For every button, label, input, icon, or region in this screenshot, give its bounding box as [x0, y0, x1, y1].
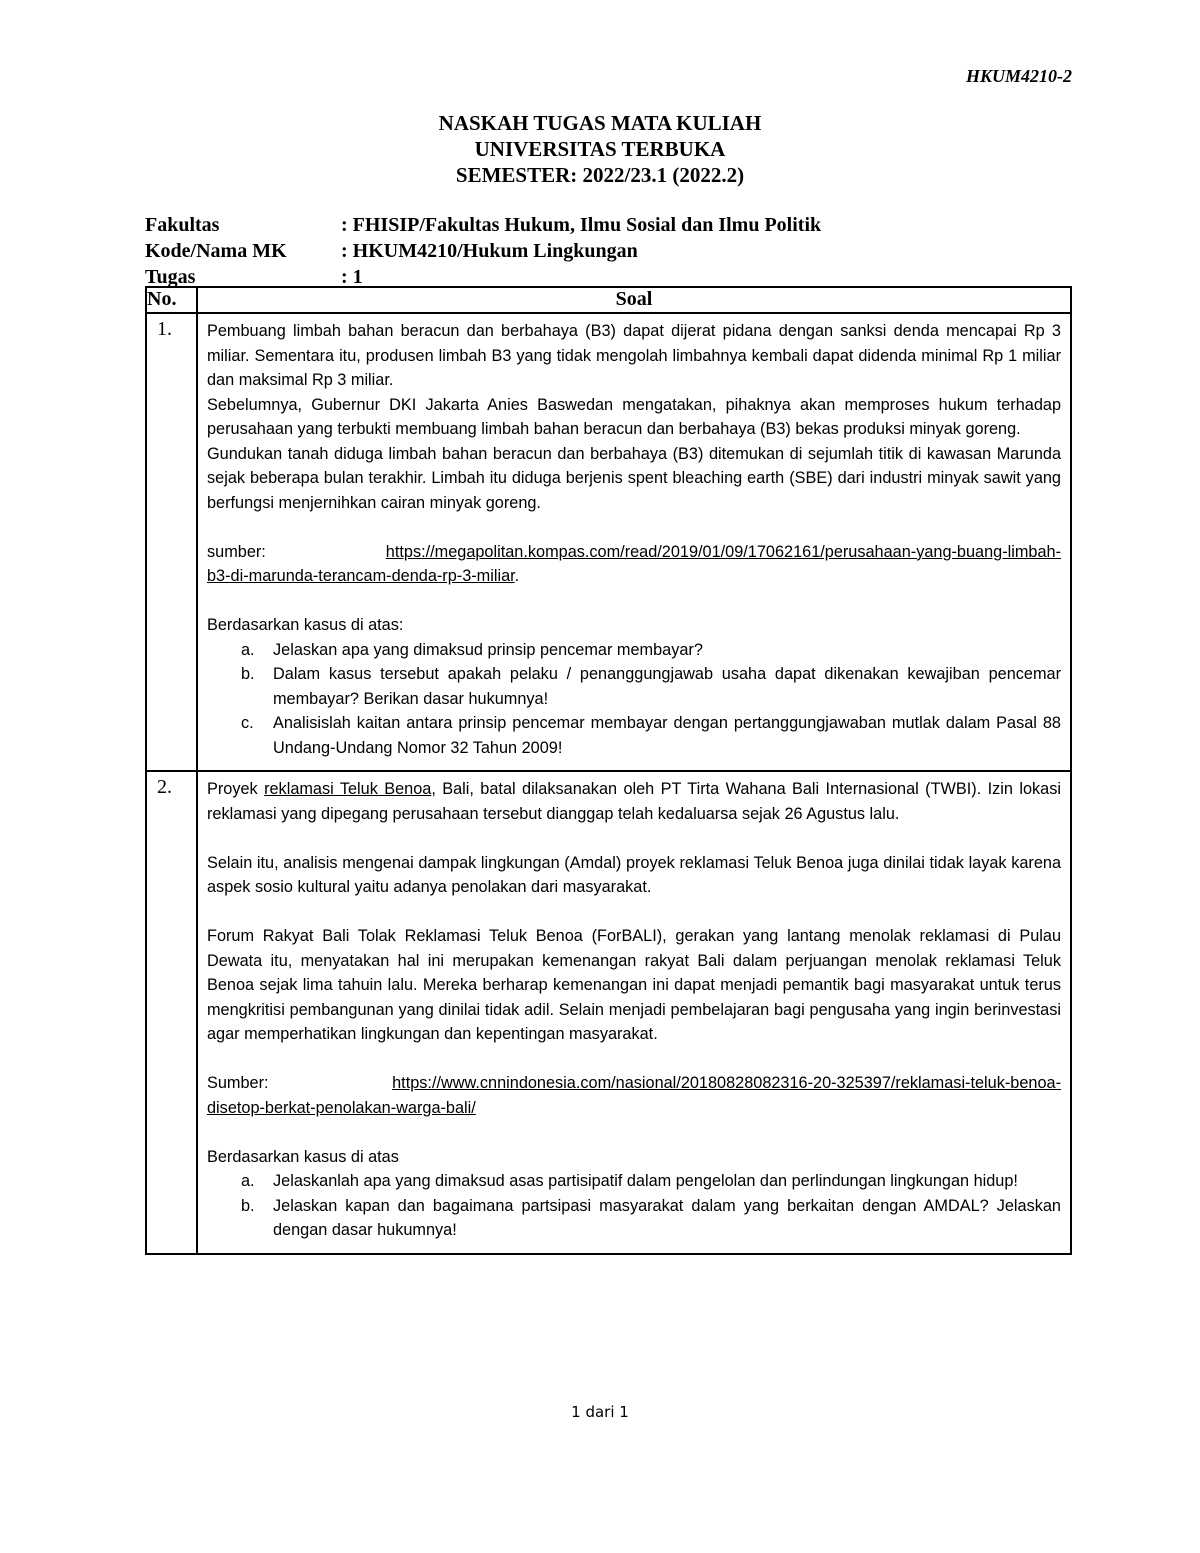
paragraph: Forum Rakyat Bali Tolak Reklamasi Teluk Benoa (ForBALI), gerakan yang lantang menolak reklamasi di Pulau Dewata itu, menyatakan hal ini merupakan kemenangan rakyat Bali dalam perjuangan menolak reklamasi Teluk Benoa sejak lima tahuin lalu. Mereka berharap kemenangan ini dapat menjadi pemantik bagi masyarakat untuk terus mengkritisi pembangunan yang dinilai tidak adil. Selain menjadi pembelajaran bagi pengusaha yang ingin berinvestasi agar memperhatikan lingkungan dan kepentingan masyarakat. — [207, 927, 1061, 1043]
title-line-3: SEMESTER: 2022/23.1 (2022.2) — [455, 163, 745, 187]
info-value: : 1 — [341, 266, 363, 288]
paragraph-text: Proyek — [207, 780, 265, 798]
sub-question-list — [207, 1169, 1061, 1243]
source-link[interactable]: https://www.cnnindonesia.com/nasional/20180828082316-20-325397/reklamasi-teluk-benoa- — [392, 1074, 1061, 1092]
list-text: Jelaskan kapan dan bagaimana partsipasi masyarakat dalam yang berkaitan dengan AMDAL? Jelaskan dengan dasar hukumnya! — [273, 1196, 1061, 1239]
paragraph: Gundukan tanah diduga limbah bahan beracun dan berbahaya (B3) ditemukan di sejumlah titik di kawasan Marunda sejak beberapa bulan terakhir. Limbah itu diduga berjenis spent bleaching earth (SBE) dari industri minyak sawit yang berfungsi menjernihkan cairan minyak goreng. — [207, 444, 1061, 512]
source-link[interactable]: https://megapolitan.kompas.com/read/2019/01/09/17062161/perusahaan-yang-buang-limbah- — [385, 542, 1061, 561]
column-header-soal: Soal — [197, 287, 1071, 313]
document-code: HKUM4210-2 — [965, 66, 1072, 86]
column-header-no: No. — [146, 287, 197, 313]
sub-question-list — [207, 638, 1061, 761]
title-line-1: NASKAH TUGAS MATA KULIAH — [438, 111, 762, 135]
question-table — [145, 286, 1072, 1255]
list-text: Analisislah kaitan antara prinsip pencemar membayar dengan pertanggungjawaban mutlak dalam Pasal 88 Undang-Undang Nomor 32 Tahun 2009! — [273, 714, 1061, 757]
question-intro: Berdasarkan kasus di atas: — [207, 616, 404, 634]
info-label: Tugas — [145, 266, 196, 288]
list-marker: c. — [241, 714, 254, 732]
list-marker: a. — [241, 1172, 255, 1190]
table-header-row — [146, 287, 1071, 313]
list-text: Jelaskanlah apa yang dimaksud asas partisipatif dalam pengelolan dan perlindungan lingkungan hidup! — [273, 1172, 1018, 1190]
paragraph: Sebelumnya, Gubernur DKI Jakarta Anies Baswedan mengatakan, pihaknya akan memproses hukum terhadap perusahaan yang terbukti membuang limbah bahan beracun dan berbahaya (B3) bekas produksi minyak goreng. — [207, 395, 1061, 438]
info-row-course — [145, 238, 1075, 264]
question-body — [197, 313, 1071, 771]
question-row-1 — [146, 313, 1071, 771]
list-item — [207, 711, 1061, 760]
list-item — [207, 1169, 1061, 1194]
question-body — [197, 771, 1071, 1254]
source-citation — [207, 540, 1061, 589]
source-label: sumber: — [207, 542, 266, 561]
list-marker: a. — [241, 640, 255, 659]
paragraph: Pembuang limbah bahan beracun dan berbahaya (B3) dapat dijerat pidana dengan sanksi denda mencapai Rp 3 miliar. Sementara itu, produsen limbah B3 yang tidak mengolah limbahnya kembali dapat didenda minimal Rp 1 miliar dan maksimal Rp 3 miliar. — [207, 322, 1061, 389]
inline-link[interactable]: reklamasi Teluk Benoa — [264, 780, 432, 798]
page-number: 1 dari 1 — [571, 1403, 629, 1421]
paragraph — [207, 777, 1061, 826]
info-value: : FHISIP/Fakultas Hukum, Ilmu Sosial dan Ilmu Politik — [341, 214, 822, 236]
question-row-2 — [146, 771, 1071, 1254]
source-citation — [207, 1071, 1061, 1120]
list-item — [207, 1194, 1061, 1243]
list-marker: b. — [241, 1196, 255, 1215]
question-number: 1. — [146, 313, 197, 771]
list-item — [207, 638, 1061, 663]
source-link-continued[interactable]: b3-di-marunda-terancam-denda-rp-3-miliar — [207, 567, 515, 585]
info-label: Kode/Nama MK — [145, 240, 287, 262]
paragraph-text: , Bali, batal dilaksanakan oleh PT Tirta Wahana Bali Internasional (TWBI). Izin lokasi reklamasi yang dipegang perusahaan tersebut dianggap telah kedaluarsa sejak 26 Agustus lalu. — [207, 780, 1061, 823]
question-intro: Berdasarkan kasus di atas — [207, 1147, 399, 1166]
source-label: Sumber: — [207, 1074, 269, 1092]
list-text: Dalam kasus tersebut apakah pelaku / penanggungjawab usaha dapat dikenakan kewajiban pencemar membayar? Berikan dasar hukumnya! — [273, 665, 1061, 708]
course-info — [145, 212, 1075, 290]
info-label: Fakultas — [145, 214, 220, 236]
question-number: 2. — [146, 771, 197, 1254]
list-item — [207, 662, 1061, 711]
info-value: : HKUM4210/Hukum Lingkungan — [341, 240, 638, 262]
source-end: . — [514, 567, 520, 585]
source-link-continued[interactable]: disetop-berkat-penolakan-warga-bali/ — [207, 1098, 476, 1117]
title-line-2: UNIVERSITAS TERBUKA — [474, 137, 726, 161]
list-text: Jelaskan apa yang dimaksud prinsip pencemar membayar? — [273, 640, 703, 659]
document-title — [0, 110, 1200, 188]
paragraph: Selain itu, analisis mengenai dampak lingkungan (Amdal) proyek reklamasi Teluk Benoa juga dinilai tidak layak karena aspek sosio kultural yaitu adanya penolakan dari masyarakat. — [207, 853, 1061, 896]
info-row-faculty — [145, 212, 1075, 238]
list-marker: b. — [241, 665, 255, 683]
